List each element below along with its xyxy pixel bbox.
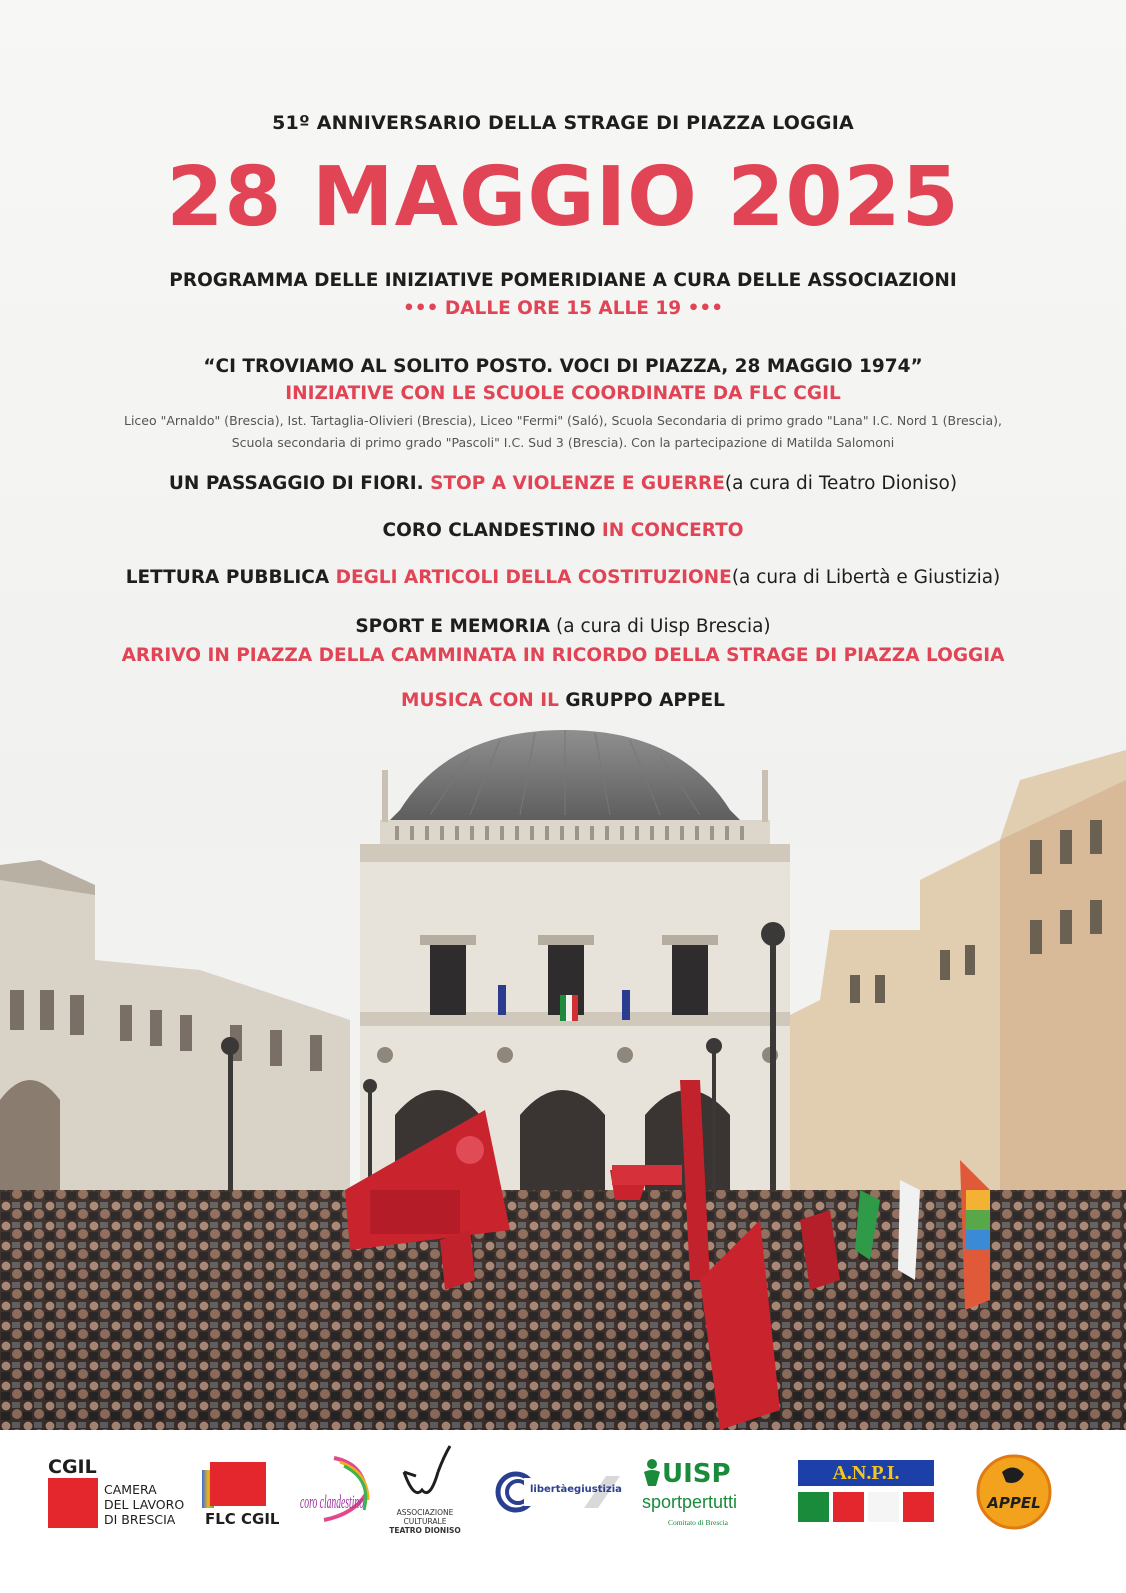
uisp-figure-icon (640, 1458, 664, 1488)
item-highlight: ARRIVO IN PIAZZA DELLA CAMMINATA IN RICORDO DELLA STRAGE DI PIAZZA LOGGIA (121, 645, 1005, 666)
program-item-music (0, 690, 1126, 711)
item-title: LETTURA PUBBLICA (125, 567, 330, 588)
appel-wordmark: APPEL (987, 1494, 1041, 1512)
logo-teatro-dioniso-icon (392, 1442, 452, 1506)
item-title: SPORT E MEMORIA (355, 616, 551, 637)
item-note: (a cura di Uisp Brescia) (550, 616, 771, 637)
uisp-wordmark: UISP (662, 1459, 731, 1489)
dioniso-caption-line: ASSOCIAZIONE (396, 1508, 454, 1517)
event-hours: ••• DALLE ORE 15 ALLE 19 ••• (402, 298, 724, 319)
item-highlight: IN CONCERTO (595, 520, 744, 541)
item-highlight: STOP A VIOLENZE E GUERRE (423, 473, 725, 494)
cgil-subtitle-line: DEL LAVORO (104, 1497, 185, 1512)
anpi-wordmark: A.N.P.I. (798, 1460, 934, 1486)
cgil-wordmark: CGIL (48, 1456, 97, 1478)
schools-list-line: Scuola secondaria di primo grado "Pascoli" I.C. Sud 3 (Brescia). Con la partecipazione di Matilda Salomoni (231, 435, 895, 450)
cgil-subtitle-line: CAMERA (104, 1482, 157, 1497)
item-title: GRUPPO APPEL (558, 690, 725, 711)
program-item-walk (0, 645, 1126, 666)
anpi-tricolor-icon (798, 1492, 934, 1522)
logo-coro-clandestino (294, 1454, 380, 1528)
coro-wordmark: coro clandestino (300, 1492, 364, 1513)
schools-event-subtitle: INIZIATIVE CON LE SCUOLE COORDINATE DA FLC CGIL (285, 383, 841, 404)
liberta-giustizia-wordmark: libertàegiustizia (530, 1484, 622, 1495)
item-title: CORO CLANDESTINO (382, 520, 596, 541)
item-highlight: MUSICA CON IL (401, 690, 559, 711)
flc-red-square-icon (210, 1462, 266, 1506)
piazza-loggia-photo (0, 720, 1126, 1430)
cgil-subtitle (104, 1482, 184, 1527)
schools-list (60, 410, 1066, 454)
item-note: (a cura di Teatro Dioniso) (724, 473, 958, 494)
item-note: (a cura di Libertà e Giustizia) (731, 567, 1001, 588)
program-item-choir (0, 520, 1126, 541)
dioniso-caption-line: CULTURALE (403, 1517, 447, 1526)
item-title: UN PASSAGGIO DI FIORI. (168, 473, 424, 494)
logo-appel-icon (974, 1452, 1054, 1532)
cgil-red-square-icon (48, 1478, 98, 1528)
schools-event-title: “CI TROVIAMO AL SOLITO POSTO. VOCI DI PIAZZA, 28 MAGGIO 1974” (203, 356, 923, 377)
flc-wordmark: FLC CGIL (205, 1510, 280, 1528)
anniversary-line: 51º ANNIVERSARIO DELLA STRAGE DI PIAZZA LOGGIA (272, 112, 854, 134)
schools-list-line: Liceo "Arnaldo" (Brescia), Ist. Tartaglia-Olivieri (Brescia), Liceo "Fermi" (Saló), Scuola Secondaria di primo grado "Lana" I.C. Nord 1 (Brescia), (123, 413, 1003, 428)
teatro-dioniso-caption (380, 1508, 470, 1535)
cgil-subtitle-line: DI BRESCIA (104, 1512, 176, 1527)
program-title: PROGRAMMA DELLE INIZIATIVE POMERIDIANE A CURA DELLE ASSOCIAZIONI (169, 270, 957, 291)
uisp-committee: Comitato di Brescia (668, 1518, 728, 1527)
program-item-flowers (0, 473, 1126, 494)
uisp-tagline: sportpertutti (642, 1492, 738, 1512)
dioniso-caption-line: TEATRO DIONISO (389, 1526, 461, 1535)
event-date: 28 MAGGIO 2025 (166, 150, 960, 245)
program-item-sport (0, 616, 1126, 637)
program-item-reading (0, 567, 1126, 588)
item-highlight: DEGLI ARTICOLI DELLA COSTITUZIONE (329, 567, 732, 588)
